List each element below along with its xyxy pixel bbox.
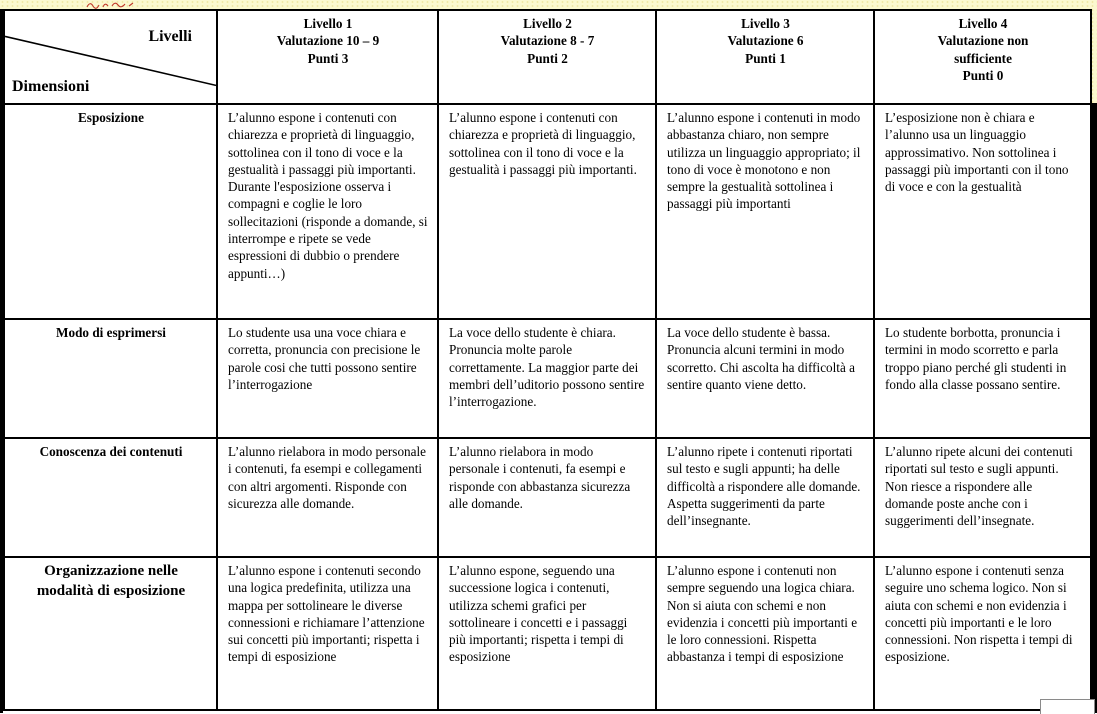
rubric-cell: Lo studente borbotta, pronuncia i termini in modo scorretto e parla troppo piano perché gli studenti in fondo alla classe possano sentire. [874, 319, 1091, 438]
corner-label-dimensioni: Dimensioni [12, 78, 90, 96]
level-4-title: Livello 4 [958, 16, 1008, 31]
level-1-header [217, 10, 438, 104]
red-scribble-mark [84, 0, 136, 9]
rubric-cell: L’alunno espone i contenuti secondo una logica predefinita, utilizza una mappa per sottolineare le diverse connessioni e richiamare l’attenzione sui concetti più importanti; rispetta i tempi di esposizione [217, 557, 438, 710]
level-2-punti: Punti 2 [527, 50, 568, 66]
level-2-title: Livello 2 [523, 16, 572, 31]
dimension-header: Conoscenza dei contenuti [4, 438, 217, 557]
corner-label-livelli: Livelli [148, 28, 192, 45]
row-conoscenza-dei-contenuti [4, 438, 1091, 557]
corner-cell [4, 10, 217, 104]
rubric-cell: L’alunno espone i contenuti con chiarezza e proprietà di linguaggio, sottolinea con il tono di voce e la gestualità i passaggi più importanti. Durante l'esposizione osserva i compagni e coglie le loro sollecitazioni (risponde a domande, si interrompe e ripete se vede espressioni di dubbio o prendere appunti…) [217, 104, 438, 319]
level-1-valutazione: Valutazione 10 – 9 [276, 33, 380, 49]
level-3-title: Livello 3 [741, 16, 790, 31]
rubric-cell: L’alunno rielabora in modo personale i contenuti, fa esempi e risponde con abbastanza sicurezza alle domande. [438, 438, 656, 557]
rubric-cell: L’alunno ripete alcuni dei contenuti riportati sul testo e sugli appunti. Non riesce a rispondere alle domande poste anche con i suggerimenti dell’insegnate. [874, 438, 1091, 557]
level-4-punti: Punti 0 [962, 67, 1004, 83]
dimension-header: Modo di esprimersi [4, 319, 217, 438]
dimension-header: Organizzazione nelle modalità di esposizione [4, 557, 217, 710]
rubric-cell: L’alunno espone i contenuti non sempre seguendo una logica chiara. Non si aiuta con schemi e non evidenzia i concetti più importanti e le loro connessioni. Rispetta abbastanza i tempi di esposizione [656, 557, 874, 710]
level-1-punti: Punti 3 [307, 50, 349, 66]
level-4-valutazione: Valutazione non sufficiente [937, 33, 1029, 66]
row-modo-di-esprimersi [4, 319, 1091, 438]
rubric-cell: Lo studente usa una voce chiara e corretta, pronuncia con precisione le parole cosi che tutti possono sentire l’interrogazione [217, 319, 438, 438]
level-3-punti: Punti 1 [745, 50, 786, 66]
header-row [4, 10, 1091, 104]
evaluation-rubric-table [3, 9, 1092, 711]
rubric-cell: L’alunno rielabora in modo personale i contenuti, fa esempi e collegamenti con altri argomenti. Risponde con sicurezza alle domande. [217, 438, 438, 557]
row-esposizione [4, 104, 1091, 319]
row-organizzazione [4, 557, 1091, 710]
level-3-header [656, 10, 874, 104]
rubric-cell: L’alunno espone, seguendo una successione logica i contenuti, utilizza schemi grafici per sottolineare i concetti e i passaggi più importanti; rispetta i tempi di esposizione [438, 557, 656, 710]
level-2-header [438, 10, 656, 104]
rubric-cell: La voce dello studente è chiara. Pronuncia molte parole correttamente. La maggior parte dei membri dell’uditorio possono sentire l’interrogazione. [438, 319, 656, 438]
level-3-valutazione: Valutazione 6 [727, 33, 804, 49]
level-1-title: Livello 1 [303, 16, 353, 31]
page-top-yellow-strip [0, 0, 1097, 9]
level-4-header [874, 10, 1091, 104]
rubric-cell: L’alunno espone i contenuti in modo abbastanza chiaro, non sempre utilizza un linguaggio appropriato; il tono di voce è monotono e non sempre la gestualità sottolinea i passaggi più importanti [656, 104, 874, 319]
level-2-valutazione: Valutazione 8 - 7 [500, 33, 595, 49]
cutoff-white-box [1040, 699, 1095, 714]
rubric-cell: L’alunno espone i contenuti con chiarezza e proprietà di linguaggio, sottolinea con il tono di voce e la gestualità i passaggi più importanti. [438, 104, 656, 319]
rubric-cell: La voce dello studente è bassa. Pronuncia alcuni termini in modo scorretto. Chi ascolta ha difficoltà a sentire quanto viene detto. [656, 319, 874, 438]
rubric-cell: L’alunno espone i contenuti senza seguire uno schema logico. Non si aiuta con schemi e non evidenzia i concetti più importanti e le loro connessioni. Non rispetta i tempi di esposizione. [874, 557, 1091, 710]
dimension-header: Esposizione [4, 104, 217, 319]
rubric-cell: L’alunno ripete i contenuti riportati sul testo e sugli appunti; ha delle difficoltà a rispondere alle domande. Aspetta suggerimenti da parte dell’insegnante. [656, 438, 874, 557]
rubric-cell: L’esposizione non è chiara e l’alunno usa un linguaggio approssimativo. Non sottolinea i passaggi più importanti con il tono di voce e con la gestualità [874, 104, 1091, 319]
